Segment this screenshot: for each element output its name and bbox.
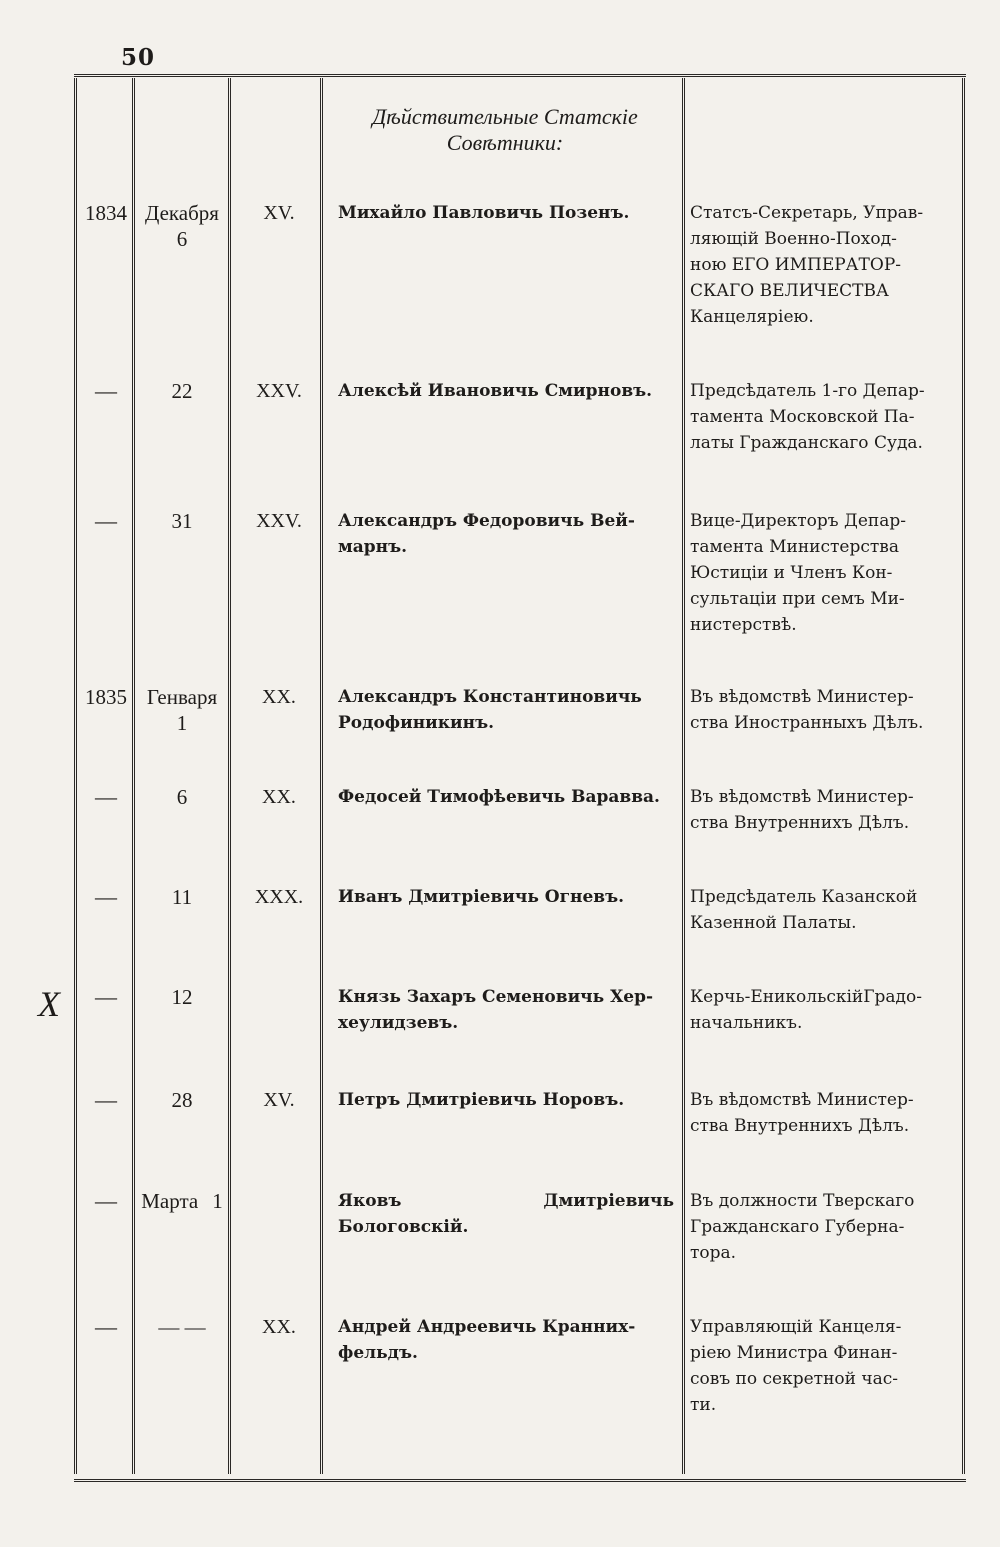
row-name-line: Родофиникинъ. (338, 713, 495, 733)
row-name (338, 984, 674, 1036)
row-name-line: Петръ Дмитріевичь Норовъ. (338, 1090, 625, 1110)
row-date (134, 684, 230, 736)
row-day: 11 (171, 885, 193, 909)
row-name-line: хеулидзевъ. (338, 1013, 459, 1033)
row-name (338, 200, 674, 226)
margin-mark: X (38, 984, 60, 1024)
row-order-text: XV. (263, 202, 295, 224)
row-date (134, 884, 230, 910)
row-month: — — (158, 1315, 206, 1339)
column-rule-order (320, 78, 323, 1474)
row-year (78, 378, 134, 404)
row-post-line: ства Внутреннихъ Дѣлъ. (690, 1116, 910, 1136)
row-post (690, 984, 960, 1036)
row-day: 6 (176, 227, 188, 251)
row-year (78, 784, 134, 810)
row-post-line: совъ по секретной час- (690, 1369, 899, 1389)
section-heading (326, 104, 684, 156)
row-post (690, 884, 960, 936)
row-order-text: XXX. (254, 886, 304, 908)
row-order (236, 1314, 322, 1340)
row-post (690, 684, 960, 736)
row-order-text: XXV. (256, 510, 302, 532)
row-name-line: Федосей Тимофѣевичь Варавва. (338, 787, 660, 807)
row-post (690, 784, 960, 836)
row-year (78, 508, 134, 534)
row-name (338, 378, 674, 404)
row-date (134, 1314, 230, 1340)
row-month: Марта (141, 1189, 199, 1213)
row-date (134, 984, 230, 1010)
column-rule-date (228, 78, 231, 1474)
row-day: 28 (171, 1088, 193, 1112)
row-order-text: XX. (262, 1316, 296, 1338)
row-post (690, 1087, 960, 1139)
row-year (78, 1314, 134, 1340)
row-year (78, 884, 134, 910)
row-post (690, 378, 960, 456)
column-rule-year (132, 78, 135, 1474)
row-post-line: Въ вѣдомствѣ Министер- (690, 1090, 914, 1110)
row-name-line: Иванъ Дмитріевичь Огневъ. (338, 887, 625, 907)
row-day: 12 (171, 985, 193, 1009)
row-post-line: Канцеляріею. (690, 307, 814, 327)
row-year-text: — (95, 984, 117, 1009)
row-day: 31 (171, 509, 193, 533)
row-post-line: тамента Министерства (690, 537, 899, 557)
row-name (338, 684, 674, 736)
row-post-line: Въ должности Тверскаго (690, 1191, 915, 1211)
row-post-line: Статсъ-Секретарь, Управ- (690, 203, 924, 223)
row-order-text: XXV. (256, 380, 302, 402)
row-post-line: Предсѣдатель Казанской (690, 887, 918, 907)
row-post-line: Въ вѣдомствѣ Министер- (690, 687, 914, 707)
row-year-text: — (95, 784, 117, 809)
row-post-line: Керчь-ЕникольскійГрадо- (690, 987, 922, 1007)
row-post-line: ства Иностранныхъ Дѣлъ. (690, 713, 924, 733)
page-number: 50 (121, 44, 156, 71)
row-name (338, 1314, 674, 1366)
row-year-text: 1834 (85, 201, 127, 225)
row-post-line: Предсѣдатель 1-го Депар- (690, 381, 925, 401)
row-order (236, 1087, 322, 1113)
row-post-line: тамента Московской Па- (690, 407, 915, 427)
row-name-line: Князь Захаръ Семеновичь Хер- (338, 987, 654, 1007)
row-year-text: — (95, 1314, 117, 1339)
row-name-line: Алексѣй Ивановичь Смирновъ. (338, 381, 653, 401)
row-date (134, 508, 230, 534)
row-post-line: латы Гражданскаго Суда. (690, 433, 923, 453)
row-post-line: сультаціи при семъ Ми- (690, 589, 905, 609)
row-order-text: XV. (263, 1089, 295, 1111)
section-heading-line: Совѣтники: (446, 130, 564, 155)
row-post (690, 1314, 960, 1418)
row-month: Генваря (146, 685, 218, 709)
row-order (236, 784, 322, 810)
row-year-text: — (95, 378, 117, 403)
column-rule-right (962, 78, 965, 1474)
row-post-line: ти. (690, 1395, 717, 1415)
row-name (338, 1087, 674, 1113)
row-year (78, 984, 134, 1010)
column-rule-left (74, 78, 77, 1474)
row-year-text: — (95, 1087, 117, 1112)
row-name-line: фельдъ. (338, 1343, 418, 1363)
row-year-text: — (95, 508, 117, 533)
row-post-line: тора. (690, 1243, 737, 1263)
row-name-line: Александръ Константиновичь (338, 687, 642, 707)
row-year (78, 1087, 134, 1113)
row-post-line: ства Внутреннихъ Дѣлъ. (690, 813, 910, 833)
row-name (338, 884, 674, 910)
row-date (134, 378, 230, 404)
row-day: 1 (212, 1189, 223, 1213)
row-order (236, 508, 322, 534)
row-year-text: 1835 (85, 685, 127, 709)
row-day: 1 (176, 711, 188, 735)
column-rule-name (682, 78, 685, 1474)
row-name-line: Александръ Федоровичь Вей- (338, 511, 635, 531)
row-post (690, 1188, 960, 1266)
row-name (338, 508, 674, 560)
row-order (236, 378, 322, 404)
row-post-line: ляющій Военно-Поход- (690, 229, 897, 249)
row-year (78, 1188, 134, 1214)
row-post-line: Юстиціи и Членъ Кон- (690, 563, 893, 583)
row-date (134, 200, 230, 252)
row-post-line: Управляющій Канцеля- (690, 1317, 902, 1337)
row-post-line: Казенной Палаты. (690, 913, 857, 933)
row-year (78, 200, 134, 226)
row-month: Декабря (145, 201, 219, 225)
row-post-line: начальникъ. (690, 1013, 803, 1033)
row-post-line: Въ вѣдомствѣ Министер- (690, 787, 914, 807)
row-name-line: марнъ. (338, 537, 408, 557)
row-post-line: ною ЕГО ИМПЕРАТОР- (690, 255, 902, 275)
row-year (78, 684, 134, 710)
row-post-line: ріею Министра Финан- (690, 1343, 898, 1363)
row-name-line: Михайло Павловичь Позенъ. (338, 203, 630, 223)
row-order (236, 684, 322, 710)
row-post (690, 508, 960, 638)
row-post-line: нистерствѣ. (690, 615, 797, 635)
row-name (338, 1188, 674, 1240)
row-order-text: XX. (262, 786, 296, 808)
row-day: 22 (171, 379, 193, 403)
row-post-line: Вице-Директоръ Депар- (690, 511, 906, 531)
row-date (134, 1087, 230, 1113)
row-order (236, 884, 322, 910)
section-heading-line: Дѣйствительные Статскіе (372, 104, 638, 129)
row-date (134, 784, 230, 810)
row-name-line: Андрей Андреевичь Кранних- (338, 1317, 636, 1337)
row-date (134, 1188, 230, 1214)
row-name (338, 784, 674, 810)
row-day: 6 (176, 785, 188, 809)
row-post-line: СКАГО ВЕЛИЧЕСТВА (690, 281, 889, 301)
row-post-line: Гражданскаго Губерна- (690, 1217, 905, 1237)
row-order (236, 200, 322, 226)
row-year-text: — (95, 1188, 117, 1213)
row-year-text: — (95, 884, 117, 909)
row-post (690, 200, 960, 330)
row-name-line: Яковъ Дмитріевичь Бологовскій. (338, 1191, 674, 1237)
row-order-text: XX. (262, 686, 296, 708)
